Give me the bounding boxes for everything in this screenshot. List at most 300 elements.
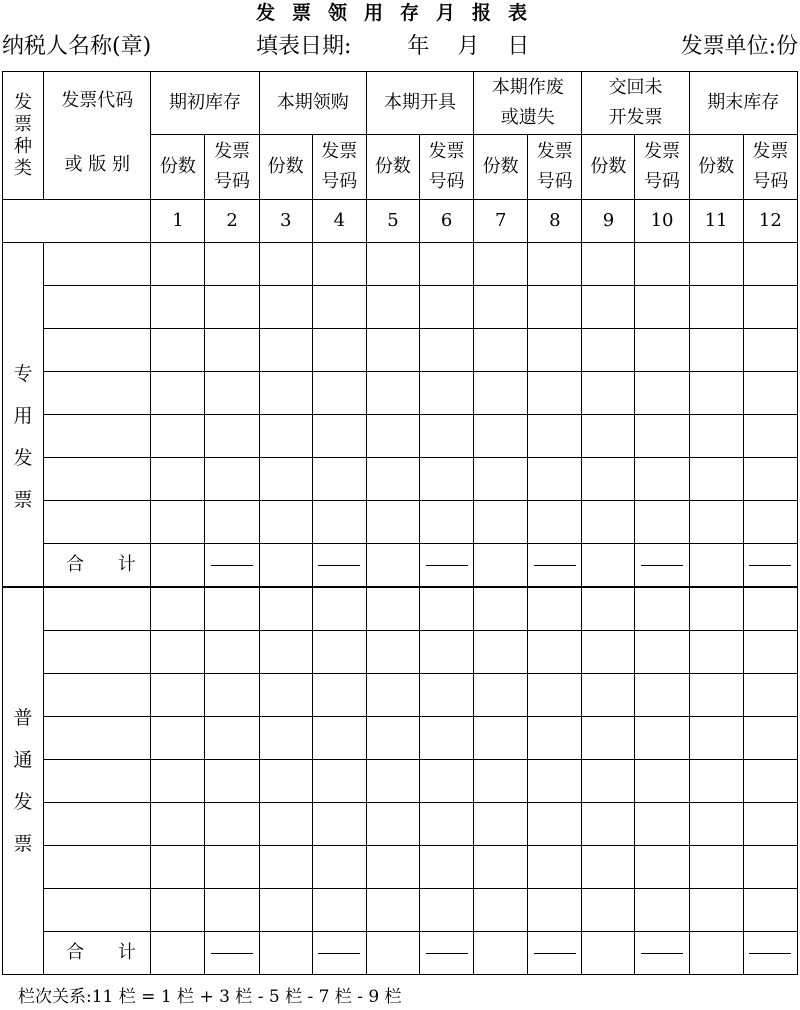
data-cell	[419, 674, 473, 717]
data-cell	[743, 674, 797, 717]
data-cell	[151, 932, 205, 975]
data-cell	[205, 501, 259, 544]
number-row-blank	[3, 200, 151, 243]
data-cell	[743, 286, 797, 329]
data-cell	[743, 717, 797, 760]
data-cell	[312, 717, 366, 760]
data-cell	[151, 717, 205, 760]
sub-header-number: 发票 号码	[743, 135, 797, 200]
data-cell	[259, 674, 312, 717]
data-cell	[474, 674, 528, 717]
sub-header-number: 发票 号码	[528, 135, 582, 200]
table-row	[3, 587, 798, 631]
data-cell	[582, 846, 635, 889]
data-cell	[582, 501, 635, 544]
data-cell	[312, 889, 366, 932]
data-cell	[366, 587, 419, 631]
data-cell	[259, 846, 312, 889]
data-cell	[582, 458, 635, 501]
data-cell	[205, 587, 259, 631]
data-cell	[312, 760, 366, 803]
invoice-type-char: 普	[13, 707, 33, 729]
data-cell	[743, 631, 797, 674]
not-applicable-dash	[641, 953, 683, 954]
data-cell	[689, 544, 743, 588]
data-cell	[528, 932, 582, 975]
column-number: 5	[366, 200, 419, 243]
data-cell	[259, 372, 312, 415]
invoice-code-cell	[44, 458, 151, 501]
data-cell	[635, 717, 689, 760]
data-cell	[366, 846, 419, 889]
data-cell	[151, 372, 205, 415]
column-number: 8	[528, 200, 582, 243]
data-cell	[151, 587, 205, 631]
data-cell	[635, 803, 689, 846]
data-cell	[528, 717, 582, 760]
table-row	[3, 803, 798, 846]
data-cell	[528, 889, 582, 932]
data-cell	[366, 329, 419, 372]
data-cell	[689, 846, 743, 889]
invoice-type-char: 发	[13, 447, 33, 469]
data-cell	[419, 243, 473, 286]
sub-header-number: 发票 号码	[635, 135, 689, 200]
column-relation-note: 栏次关系:11 栏 = 1 栏 + 3 栏 - 5 栏 - 7 栏 - 9 栏	[18, 987, 402, 1007]
total-label: 合 计	[44, 932, 151, 975]
data-cell	[151, 889, 205, 932]
data-cell	[312, 544, 366, 588]
data-cell	[635, 846, 689, 889]
data-cell	[366, 760, 419, 803]
data-cell	[312, 415, 366, 458]
data-cell	[205, 932, 259, 975]
report-title: 发票领用存月报表	[255, 2, 544, 24]
data-cell	[528, 674, 582, 717]
data-cell	[743, 372, 797, 415]
data-cell	[743, 760, 797, 803]
invoice-code-cell	[44, 674, 151, 717]
group-header: 交回未 开发票	[582, 72, 689, 135]
data-cell	[205, 544, 259, 588]
data-cell	[419, 803, 473, 846]
invoice-code-cell	[44, 717, 151, 760]
data-cell	[474, 544, 528, 588]
data-cell	[205, 372, 259, 415]
invoice-code-cell	[44, 243, 151, 286]
sub-header-count: 份数	[259, 135, 312, 200]
data-cell	[366, 286, 419, 329]
invoice-code-cell	[44, 631, 151, 674]
data-cell	[635, 544, 689, 588]
data-cell	[366, 631, 419, 674]
data-cell	[312, 803, 366, 846]
data-cell	[689, 587, 743, 631]
data-cell	[151, 760, 205, 803]
data-cell	[582, 760, 635, 803]
column-number: 11	[689, 200, 743, 243]
not-applicable-dash	[534, 565, 576, 566]
group-header: 本期开具	[366, 72, 473, 135]
data-cell	[528, 458, 582, 501]
not-applicable-dash	[211, 953, 253, 954]
table-row	[3, 458, 798, 501]
data-cell	[259, 329, 312, 372]
not-applicable-dash	[749, 565, 791, 566]
data-cell	[366, 803, 419, 846]
data-cell	[635, 329, 689, 372]
data-cell	[151, 329, 205, 372]
data-cell	[635, 587, 689, 631]
data-cell	[205, 760, 259, 803]
fill-date-month: 月	[457, 34, 480, 59]
data-cell	[312, 329, 366, 372]
column-number: 6	[419, 200, 473, 243]
column-number: 2	[205, 200, 259, 243]
data-cell	[743, 932, 797, 975]
data-cell	[151, 286, 205, 329]
data-cell	[635, 372, 689, 415]
data-cell	[205, 631, 259, 674]
data-cell	[689, 803, 743, 846]
group-header: 期末库存	[689, 72, 797, 135]
data-cell	[528, 631, 582, 674]
invoice-code-cell	[44, 372, 151, 415]
data-cell	[635, 889, 689, 932]
sub-header-number: 发票 号码	[419, 135, 473, 200]
data-cell	[312, 501, 366, 544]
data-cell	[205, 415, 259, 458]
data-cell	[689, 932, 743, 975]
data-cell	[205, 286, 259, 329]
data-cell	[635, 286, 689, 329]
data-cell	[312, 458, 366, 501]
data-cell	[419, 372, 473, 415]
data-cell	[635, 932, 689, 975]
data-cell	[635, 760, 689, 803]
data-cell	[635, 631, 689, 674]
data-cell	[582, 372, 635, 415]
data-cell	[366, 243, 419, 286]
data-cell	[259, 501, 312, 544]
data-cell	[582, 803, 635, 846]
sub-header-count: 份数	[151, 135, 205, 200]
group-header: 本期领购	[259, 72, 366, 135]
data-cell	[259, 760, 312, 803]
column-number: 4	[312, 200, 366, 243]
data-cell	[259, 587, 312, 631]
invoice-type-header-char: 发	[14, 91, 33, 113]
total-row	[3, 932, 798, 975]
data-cell	[474, 803, 528, 846]
data-cell	[474, 501, 528, 544]
data-cell	[689, 372, 743, 415]
data-cell	[635, 243, 689, 286]
data-cell	[419, 846, 473, 889]
data-cell	[151, 544, 205, 588]
data-cell	[743, 415, 797, 458]
column-number: 3	[259, 200, 312, 243]
table-row	[3, 760, 798, 803]
invoice-code-cell	[44, 329, 151, 372]
data-cell	[312, 587, 366, 631]
fill-date	[256, 32, 529, 62]
data-cell	[259, 458, 312, 501]
invoice-type-cell	[3, 587, 44, 975]
data-cell	[689, 631, 743, 674]
data-cell	[582, 243, 635, 286]
data-cell	[205, 458, 259, 501]
data-cell	[474, 587, 528, 631]
data-cell	[689, 717, 743, 760]
data-cell	[151, 846, 205, 889]
invoice-code-cell	[44, 587, 151, 631]
data-cell	[582, 329, 635, 372]
sub-header-number: 发票 号码	[312, 135, 366, 200]
fill-date-label: 填表日期:	[256, 34, 352, 59]
data-cell	[528, 501, 582, 544]
invoice-code-cell	[44, 501, 151, 544]
data-cell	[419, 501, 473, 544]
data-cell	[743, 889, 797, 932]
data-cell	[689, 329, 743, 372]
table-row	[3, 286, 798, 329]
data-cell	[205, 889, 259, 932]
data-cell	[689, 674, 743, 717]
data-cell	[743, 243, 797, 286]
data-cell	[205, 717, 259, 760]
invoice-code-cell	[44, 760, 151, 803]
data-cell	[582, 587, 635, 631]
column-number: 12	[743, 200, 797, 243]
table-row	[3, 674, 798, 717]
invoice-type-header-char: 票	[14, 113, 33, 135]
invoice-code-cell	[44, 803, 151, 846]
table-row	[3, 889, 798, 932]
data-cell	[582, 544, 635, 588]
data-cell	[474, 717, 528, 760]
data-cell	[151, 631, 205, 674]
data-cell	[366, 674, 419, 717]
data-cell	[528, 803, 582, 846]
data-cell	[582, 674, 635, 717]
data-cell	[259, 286, 312, 329]
not-applicable-dash	[211, 565, 253, 566]
data-cell	[743, 501, 797, 544]
data-cell	[312, 372, 366, 415]
total-label: 合 计	[44, 544, 151, 588]
data-cell	[151, 243, 205, 286]
not-applicable-dash	[641, 565, 683, 566]
data-cell	[312, 631, 366, 674]
data-cell	[205, 329, 259, 372]
invoice-code-header-top: 发票代码	[61, 90, 134, 111]
data-cell	[635, 458, 689, 501]
data-cell	[419, 544, 473, 588]
data-cell	[366, 501, 419, 544]
data-cell	[419, 889, 473, 932]
column-number: 7	[474, 200, 528, 243]
data-cell	[312, 846, 366, 889]
data-cell	[689, 243, 743, 286]
table-row	[3, 243, 798, 286]
data-cell	[205, 803, 259, 846]
invoice-code-header-bottom: 或 版 别	[64, 154, 130, 175]
data-cell	[312, 286, 366, 329]
data-cell	[366, 544, 419, 588]
invoice-type-char: 通	[13, 749, 33, 771]
not-applicable-dash	[318, 953, 360, 954]
invoice-type-char: 专	[13, 363, 33, 385]
invoice-code-header	[44, 72, 151, 200]
data-cell	[528, 286, 582, 329]
invoice-type-char: 用	[13, 405, 33, 427]
data-cell	[743, 544, 797, 588]
not-applicable-dash	[749, 953, 791, 954]
data-cell	[151, 415, 205, 458]
data-cell	[689, 415, 743, 458]
data-cell	[528, 243, 582, 286]
data-cell	[689, 760, 743, 803]
data-cell	[689, 286, 743, 329]
not-applicable-dash	[318, 565, 360, 566]
taxpayer-name-label: 纳税人名称(章)	[2, 34, 152, 59]
data-cell	[419, 932, 473, 975]
sub-header-number: 发票 号码	[205, 135, 259, 200]
data-cell	[419, 631, 473, 674]
data-cell	[743, 587, 797, 631]
data-cell	[474, 286, 528, 329]
invoice-report-table	[2, 71, 798, 975]
column-number: 9	[582, 200, 635, 243]
data-cell	[689, 458, 743, 501]
data-cell	[474, 415, 528, 458]
group-header: 期初库存	[151, 72, 259, 135]
invoice-code-cell	[44, 415, 151, 458]
data-cell	[474, 372, 528, 415]
invoice-type-header-char: 种	[14, 135, 33, 157]
data-cell	[366, 372, 419, 415]
sub-header-count: 份数	[474, 135, 528, 200]
data-cell	[205, 243, 259, 286]
data-cell	[419, 329, 473, 372]
invoice-code-cell	[44, 286, 151, 329]
data-cell	[205, 674, 259, 717]
data-cell	[635, 415, 689, 458]
invoice-type-header	[3, 72, 44, 200]
not-applicable-dash	[426, 953, 468, 954]
invoice-type-char: 发	[13, 791, 33, 813]
data-cell	[528, 415, 582, 458]
invoice-unit-label: 发票单位:份	[680, 34, 798, 59]
data-cell	[151, 674, 205, 717]
sub-header-count: 份数	[582, 135, 635, 200]
data-cell	[474, 889, 528, 932]
data-cell	[474, 932, 528, 975]
data-cell	[582, 286, 635, 329]
group-header: 本期作废 或遗失	[474, 72, 582, 135]
data-cell	[259, 631, 312, 674]
data-cell	[689, 889, 743, 932]
data-cell	[582, 932, 635, 975]
table-row	[3, 501, 798, 544]
table-row	[3, 329, 798, 372]
data-cell	[419, 760, 473, 803]
fill-date-day: 日	[507, 34, 530, 59]
data-cell	[259, 932, 312, 975]
not-applicable-dash	[534, 953, 576, 954]
data-cell	[205, 846, 259, 889]
data-cell	[419, 286, 473, 329]
invoice-type-header-char: 类	[14, 157, 33, 179]
data-cell	[528, 544, 582, 588]
data-cell	[312, 243, 366, 286]
data-cell	[528, 587, 582, 631]
data-cell	[743, 803, 797, 846]
data-cell	[582, 631, 635, 674]
not-applicable-dash	[426, 565, 468, 566]
data-cell	[635, 674, 689, 717]
data-cell	[366, 717, 419, 760]
invoice-code-cell	[44, 889, 151, 932]
data-cell	[366, 889, 419, 932]
table-row	[3, 846, 798, 889]
data-cell	[259, 803, 312, 846]
data-cell	[743, 329, 797, 372]
data-cell	[474, 760, 528, 803]
data-cell	[312, 932, 366, 975]
data-cell	[474, 846, 528, 889]
data-cell	[743, 846, 797, 889]
invoice-code-cell	[44, 846, 151, 889]
data-cell	[582, 717, 635, 760]
data-cell	[259, 415, 312, 458]
data-cell	[259, 544, 312, 588]
data-cell	[528, 760, 582, 803]
data-cell	[419, 415, 473, 458]
data-cell	[151, 458, 205, 501]
table-row	[3, 415, 798, 458]
data-cell	[151, 803, 205, 846]
data-cell	[474, 329, 528, 372]
data-cell	[635, 501, 689, 544]
data-cell	[528, 372, 582, 415]
data-cell	[151, 501, 205, 544]
data-cell	[366, 932, 419, 975]
data-cell	[419, 587, 473, 631]
table-row	[3, 717, 798, 760]
table-row	[3, 372, 798, 415]
data-cell	[259, 243, 312, 286]
table-row	[3, 631, 798, 674]
column-number: 10	[635, 200, 689, 243]
sub-header-count: 份数	[689, 135, 743, 200]
data-cell	[528, 846, 582, 889]
invoice-type-char: 票	[13, 489, 33, 511]
data-cell	[259, 717, 312, 760]
data-cell	[582, 415, 635, 458]
invoice-type-char: 票	[13, 833, 33, 855]
fill-date-year: 年	[407, 34, 430, 59]
data-cell	[312, 674, 366, 717]
column-number: 1	[151, 200, 205, 243]
data-cell	[743, 458, 797, 501]
data-cell	[366, 415, 419, 458]
data-cell	[474, 458, 528, 501]
data-cell	[419, 717, 473, 760]
data-cell	[582, 889, 635, 932]
data-cell	[689, 501, 743, 544]
